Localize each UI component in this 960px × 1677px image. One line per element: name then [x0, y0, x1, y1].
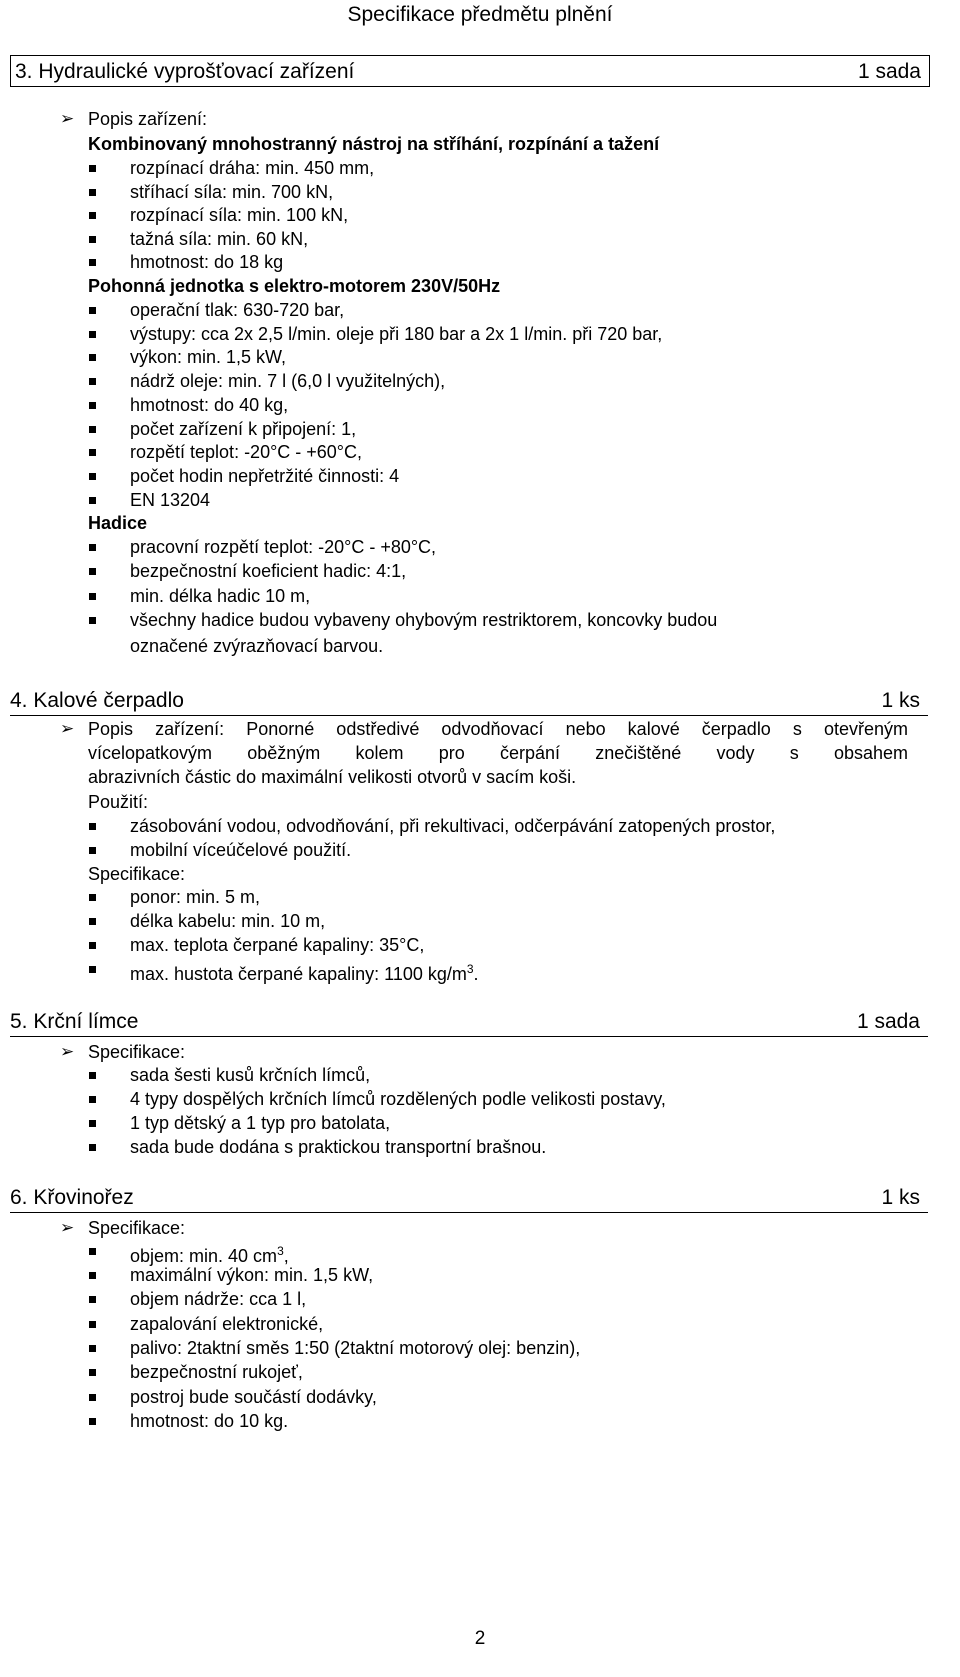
section-4-description-line-1: Popis zařízení: Ponorné odstředivé odvodňovací nebo kalové čerpadlo s otevřeným — [88, 719, 908, 739]
section-3-hose-spec-item: min. délka hadic 10 m, — [130, 585, 311, 606]
section-4-description-line-2: vícelopatkovým oběžným kolem pro čerpání znečištěné vody s obsahem — [88, 743, 908, 763]
section-3-tool-spec-item: rozpínací síla: min. 100 kN, — [130, 205, 349, 226]
section-4-use-item: zásobování vodou, odvodňování, při rekultivaci, odčerpávání zatopených prostor, — [130, 816, 776, 836]
section-3-hose-spec-item: pracovní rozpětí teplot: -20°C - +80°C, — [130, 537, 437, 557]
section-6-spec-item: hmotnost: do 10 kg. — [130, 1410, 289, 1431]
section-6-spec-item: zapalování elektronické, — [130, 1313, 324, 1334]
section-3-quantity: 1 sada — [857, 60, 921, 83]
section-6-heading — [10, 1182, 928, 1213]
square-bullet-icon — [89, 617, 96, 624]
section-4-title: Kalové čerpadlo — [33, 689, 184, 712]
section-5-heading — [10, 1006, 928, 1037]
section-3-tool-spec-item: stříhací síla: min. 700 kN, — [130, 181, 334, 202]
section-6-spec-label: Specifikace: — [88, 1218, 186, 1238]
square-bullet-icon — [89, 497, 96, 504]
square-bullet-icon — [89, 378, 96, 385]
section-4-use-label: Použití: — [88, 792, 149, 812]
section-6-spec-volume-end: , — [283, 1246, 289, 1266]
section-3-title: 3. Hydraulické vyprošťovací zařízení — [15, 60, 355, 83]
section-3-tool-spec-item: hmotnost: do 18 kg — [130, 252, 284, 273]
square-bullet-icon — [89, 894, 96, 901]
square-bullet-icon — [89, 847, 96, 854]
page-header: Specifikace předmětu plnění — [347, 3, 613, 26]
square-bullet-icon — [89, 544, 96, 551]
section-4-spec-label: Specifikace: — [88, 864, 186, 884]
section-4-spec-item — [130, 958, 479, 984]
section-5-spec-item: sada šesti kusů krčních límců, — [130, 1065, 371, 1085]
section-3-pump-spec-item: EN 13204 — [130, 489, 211, 510]
square-bullet-icon — [89, 918, 96, 925]
square-bullet-icon — [89, 823, 96, 830]
arrow-bullet-icon: ➢ — [60, 1042, 75, 1061]
section-3-tool-spec-item: rozpínací dráha: min. 450 mm, — [130, 158, 375, 178]
square-bullet-icon — [89, 1321, 96, 1328]
section-6-spec-item: bezpečnostní rukojeť, — [130, 1362, 303, 1383]
square-bullet-icon — [89, 402, 96, 409]
square-bullet-icon — [89, 966, 96, 973]
square-bullet-icon — [89, 307, 96, 314]
square-bullet-icon — [89, 1418, 96, 1425]
section-3-hose-spec-item: bezpečnostní koeficient hadic: 4:1, — [130, 561, 407, 582]
section-5-quantity: 1 sada — [856, 1010, 920, 1033]
section-3-pump-spec-item: počet zařízení k připojení: 1, — [130, 418, 357, 439]
square-bullet-icon — [89, 1272, 96, 1279]
superscript-3: 3 — [466, 962, 474, 976]
square-bullet-icon — [89, 354, 96, 361]
section-4-spec-item: max. teplota čerpané kapaliny: 35°C, — [130, 935, 425, 955]
section-5-spec-item: sada bude dodána s praktickou transportní brašnou. — [130, 1137, 547, 1157]
square-bullet-icon — [89, 593, 96, 600]
section-3-subheading-pump: Pohonná jednotka s elektro-motorem 230V/50Hz — [88, 276, 501, 296]
section-3-subheading-tool: Kombinovaný mnohostranný nástroj na stříhání, rozpínání a tažení — [88, 134, 660, 154]
square-bullet-icon — [89, 236, 96, 243]
section-3-pump-spec-item: výkon: min. 1,5 kW, — [130, 347, 287, 368]
section-5-spec-item: 1 typ dětský a 1 typ pro batolata, — [130, 1113, 391, 1133]
square-bullet-icon — [89, 449, 96, 456]
square-bullet-icon — [89, 1072, 96, 1079]
section-3-hose-spec-item: všechny hadice budou vybaveny ohybovým restriktorem, koncovky budou — [130, 609, 718, 630]
superscript-3: 3 — [277, 1244, 284, 1258]
section-3-pump-spec-item: hmotnost: do 40 kg, — [130, 394, 289, 415]
square-bullet-icon — [89, 189, 96, 196]
section-4-number-text: 4. — [10, 689, 28, 712]
section-5-title: 5. Krční límce — [10, 1010, 139, 1033]
square-bullet-icon — [89, 568, 96, 575]
section-3-pump-spec-item: počet hodin nepřetržité činnosti: 4 — [130, 465, 400, 486]
section-6-spec-item — [130, 1240, 289, 1266]
section-3-hoses-continuation: označené zvýrazňovací barvou. — [130, 636, 384, 656]
section-3-intro: Popis zařízení: — [88, 109, 208, 129]
square-bullet-icon — [89, 1144, 96, 1151]
section-6-spec-item: maximální výkon: min. 1,5 kW, — [130, 1265, 374, 1285]
section-4-quantity: 1 ks — [881, 689, 920, 712]
section-3-pump-spec-item: operační tlak: 630-720 bar, — [130, 300, 345, 320]
section-3-tool-spec-item: tažná síla: min. 60 kN, — [130, 228, 309, 249]
square-bullet-icon — [89, 1394, 96, 1401]
section-4-spec-item: délka kabelu: min. 10 m, — [130, 911, 326, 931]
section-6-spec-volume: objem: min. 40 cm — [130, 1246, 278, 1266]
square-bullet-icon — [89, 212, 96, 219]
square-bullet-icon — [89, 1096, 96, 1103]
square-bullet-icon — [89, 1120, 96, 1127]
arrow-bullet-icon: ➢ — [60, 1218, 75, 1237]
square-bullet-icon — [89, 1345, 96, 1352]
square-bullet-icon — [89, 259, 96, 266]
section-4-description-line-3: abrazivních částic do maximální velikosti otvorů v sacím koši. — [88, 767, 577, 787]
section-4-heading — [10, 685, 928, 716]
section-4-use-item: mobilní víceúčelové použití. — [130, 840, 352, 860]
section-4-spec-density-end: . — [473, 964, 479, 984]
square-bullet-icon — [89, 1296, 96, 1303]
section-6-spec-item: palivo: 2taktní směs 1:50 (2taktní motorový olej: benzin), — [130, 1337, 581, 1358]
section-6-quantity: 1 ks — [881, 1186, 920, 1209]
square-bullet-icon — [89, 426, 96, 433]
square-bullet-icon — [89, 1369, 96, 1376]
section-4-spec-item: ponor: min. 5 m, — [130, 887, 261, 907]
section-3-pump-spec-item: výstupy: cca 2x 2,5 l/min. oleje při 180 bar a 2x 1 l/min. při 720 bar, — [130, 323, 663, 344]
section-3-subheading-hoses: Hadice — [88, 513, 148, 533]
section-5-spec-item: 4 typy dospělých krčních límců rozdělených podle velikosti postavy, — [130, 1089, 666, 1109]
section-4-spec-density: max. hustota čerpané kapaliny: 1100 kg/m — [130, 964, 467, 984]
section-3-pump-spec-item: rozpětí teplot: -20°C - +60°C, — [130, 442, 363, 463]
page-number: 2 — [474, 1628, 486, 1649]
section-5-spec-label: Specifikace: — [88, 1042, 186, 1062]
section-3-heading — [10, 55, 930, 87]
square-bullet-icon — [89, 473, 96, 480]
section-6-title: 6. Křovinořez — [10, 1186, 134, 1209]
section-6-spec-item: objem nádrže: cca 1 l, — [130, 1289, 307, 1310]
arrow-bullet-icon: ➢ — [60, 719, 75, 738]
square-bullet-icon — [89, 165, 96, 172]
section-3-pump-spec-item: nádrž oleje: min. 7 l (6,0 l využitelných), — [130, 371, 446, 392]
arrow-bullet-icon: ➢ — [60, 109, 75, 128]
square-bullet-icon — [89, 1248, 96, 1255]
section-4-number — [10, 686, 184, 716]
square-bullet-icon — [89, 331, 96, 338]
square-bullet-icon — [89, 942, 96, 949]
section-6-spec-item: postroj bude součástí dodávky, — [130, 1386, 377, 1407]
